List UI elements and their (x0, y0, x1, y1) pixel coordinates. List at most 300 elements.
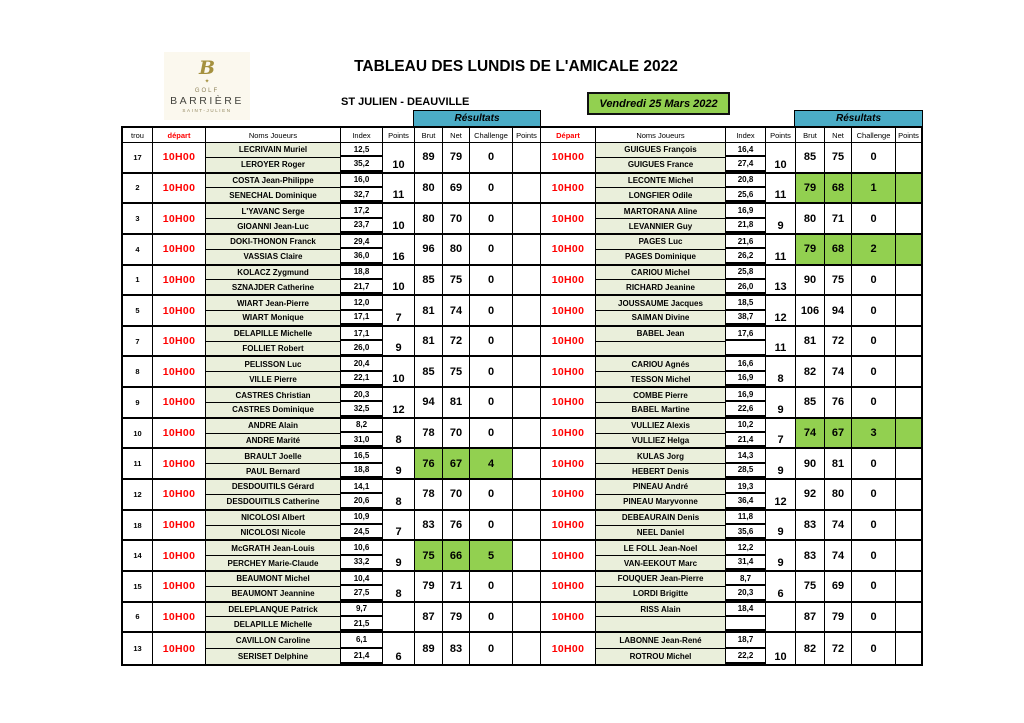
index-cell (341, 174, 383, 203)
team-points: 16 (383, 235, 415, 264)
column-header-noms-right: Noms Joueurs (596, 128, 726, 142)
challenge-score: 0 (470, 572, 513, 601)
depart-time: 10H00 (153, 480, 206, 509)
final-points (896, 603, 921, 632)
depart-time: 10H00 (153, 572, 206, 601)
player-name: PINEAU André (596, 480, 725, 495)
logo-saint-julien-label: SAINT-JULIEN (182, 107, 232, 113)
players-cell (596, 633, 726, 664)
player-name: VASSIAS Claire (243, 252, 303, 262)
index-cell (341, 449, 383, 478)
player-name: PINEAU Maryvonne (623, 497, 698, 507)
brut-score: 82 (796, 357, 825, 386)
brut-score: 89 (415, 143, 443, 172)
team-points: 10 (383, 204, 415, 233)
depart-time: 10H00 (541, 266, 596, 295)
player-name: L'YAVANC Serge (206, 204, 340, 219)
final-points (896, 388, 921, 417)
players-cell (596, 419, 726, 448)
team-points: 9 (766, 541, 796, 570)
player-name: NEEL Daniel (636, 527, 685, 537)
brut-score: 90 (796, 449, 825, 478)
players-cell (596, 235, 726, 264)
challenge-score: 0 (852, 266, 896, 295)
player-name: ROTROU Michel (629, 651, 692, 661)
brut-score: 75 (796, 572, 825, 601)
player-index: 22,6 (726, 402, 765, 416)
player-index: 17,6 (726, 327, 765, 341)
team-points: 8 (383, 480, 415, 509)
players-cell (206, 449, 341, 478)
trou-cell: 1 (123, 266, 153, 295)
challenge-score: 0 (852, 143, 896, 172)
net-score: 81 (825, 449, 852, 478)
depart-time: 10H00 (153, 143, 206, 172)
depart-time: 10H00 (541, 511, 596, 540)
brut-score: 94 (415, 388, 443, 417)
net-score: 74 (825, 357, 852, 386)
player-name: PAGES Luc (596, 235, 725, 250)
challenge-score: 4 (470, 449, 513, 478)
team-points: 9 (383, 541, 415, 570)
player-name: LEVANNIER Guy (628, 221, 693, 231)
players-cell (596, 143, 726, 172)
players-cell (206, 266, 341, 295)
team-points: 8 (383, 419, 415, 448)
net-score: 81 (443, 388, 470, 417)
player-index: 16,4 (726, 143, 765, 157)
brut-score: 92 (796, 480, 825, 509)
player-name (596, 342, 725, 356)
column-header-brut-right: Brut (796, 128, 825, 142)
team-points: 11 (383, 174, 415, 203)
depart-time: 10H00 (153, 633, 206, 664)
player-index: 6,1 (341, 633, 382, 648)
player-index: 14,3 (726, 449, 765, 463)
trou-cell: 3 (123, 204, 153, 233)
players-cell (206, 633, 341, 664)
player-name: DEBEAURAIN Denis (596, 511, 725, 526)
table-row (123, 235, 921, 266)
player-name: LEROYER Roger (240, 160, 305, 170)
column-header-depart-right: Départ (541, 128, 596, 142)
player-name: ANDRE Marité (245, 436, 301, 445)
net-score: 75 (443, 357, 470, 386)
team-points: 9 (383, 449, 415, 478)
player-index: 18,8 (341, 464, 382, 478)
player-name: DESDOUITILS Catherine (226, 497, 320, 507)
index-cell (726, 327, 766, 356)
player-name: SAIMAN Divine (631, 313, 690, 323)
table-row (123, 143, 921, 174)
player-index: 16,9 (726, 388, 765, 402)
team-points: 6 (383, 633, 415, 664)
net-score: 79 (443, 143, 470, 172)
player-name: CASTRES Dominique (232, 405, 314, 415)
net-score: 68 (825, 174, 852, 203)
players-cell (206, 572, 341, 601)
final-points (896, 572, 921, 601)
index-cell (726, 572, 766, 601)
player-index: 8,2 (341, 419, 382, 433)
column-header-points2-right: Points (898, 130, 919, 140)
index-cell (341, 235, 383, 264)
players-cell (596, 174, 726, 203)
challenge-score: 0 (470, 174, 513, 203)
team-points: 11 (766, 174, 796, 203)
net-score: 69 (443, 174, 470, 203)
challenge-score: 0 (470, 357, 513, 386)
trou-cell: 6 (123, 603, 153, 632)
challenge-score: 0 (470, 235, 513, 264)
table-row (123, 603, 921, 634)
index-cell (341, 511, 383, 540)
index-cell (341, 480, 383, 509)
player-index: 10,2 (726, 419, 765, 433)
challenge-score: 0 (852, 511, 896, 540)
challenge-score: 0 (852, 357, 896, 386)
player-name: PAUL Bernard (246, 466, 300, 476)
logo-diamond-icon: ✦ (204, 79, 210, 85)
player-name: VULLIEZ Alexis (596, 419, 725, 434)
depart-time: 10H00 (541, 449, 596, 478)
index-cell (341, 541, 383, 570)
index-cell (726, 266, 766, 295)
net-score: 75 (443, 266, 470, 295)
player-index (726, 341, 765, 355)
brut-score: 79 (415, 572, 443, 601)
team-points: 11 (766, 235, 796, 264)
challenge-score: 0 (470, 511, 513, 540)
column-header-points-left: Points (383, 128, 415, 142)
brut-score: 85 (796, 143, 825, 172)
net-score: 70 (443, 419, 470, 448)
depart-time: 10H00 (153, 603, 206, 632)
player-index: 33,2 (341, 556, 382, 570)
player-name: WIART Monique (242, 313, 304, 323)
depart-time: 10H00 (541, 357, 596, 386)
player-index: 36,0 (341, 249, 382, 263)
player-name: PAGES Dominique (625, 252, 696, 262)
net-score: 68 (825, 235, 852, 264)
brut-score: 81 (415, 327, 443, 356)
brut-score: 80 (415, 204, 443, 233)
net-score: 79 (443, 603, 470, 632)
player-name: SERISET Delphine (237, 651, 309, 661)
player-index: 16,9 (726, 372, 765, 386)
trou-cell: 8 (123, 357, 153, 386)
final-points (513, 541, 541, 570)
player-index: 21,6 (726, 235, 765, 249)
player-index: 25,6 (726, 188, 765, 202)
depart-time: 10H00 (153, 511, 206, 540)
player-name: SENECHAL Dominique (229, 190, 317, 200)
challenge-score: 0 (852, 449, 896, 478)
depart-time: 10H00 (153, 266, 206, 295)
column-header-points2-left: Points (513, 128, 541, 142)
players-cell (596, 603, 726, 632)
players-cell (206, 541, 341, 570)
final-points (513, 266, 541, 295)
player-index: 26,2 (726, 249, 765, 263)
table-row (123, 204, 921, 235)
player-name: NICOLOSI Nicole (240, 527, 306, 537)
player-name: BEAUMONT Jeannine (231, 589, 315, 599)
player-index: 20,8 (726, 174, 765, 188)
final-points (513, 603, 541, 632)
challenge-score: 0 (470, 419, 513, 448)
net-score: 74 (825, 541, 852, 570)
trou-cell: 15 (123, 572, 153, 601)
brut-score: 87 (796, 603, 825, 632)
table-row (123, 266, 921, 297)
final-points (513, 633, 541, 664)
index-cell (726, 541, 766, 570)
final-points (513, 449, 541, 478)
team-points: 7 (766, 419, 796, 448)
player-name: FOUQUER Jean-Pierre (596, 572, 725, 587)
player-name: DELEPLANQUE Patrick (206, 603, 340, 618)
index-cell (726, 603, 766, 632)
net-score: 83 (443, 633, 470, 664)
player-name: TESSON Michel (630, 374, 691, 384)
players-cell (596, 480, 726, 509)
team-points: 6 (766, 572, 796, 601)
index-cell (726, 235, 766, 264)
brut-score: 106 (796, 296, 825, 325)
brut-score: 80 (415, 174, 443, 203)
trou-cell: 13 (123, 633, 153, 664)
trou-cell: 12 (123, 480, 153, 509)
challenge-score: 0 (470, 480, 513, 509)
player-index: 10,9 (341, 511, 382, 525)
player-name: RICHARD Jeanine (626, 282, 695, 292)
challenge-score: 0 (852, 327, 896, 356)
team-points (766, 603, 796, 632)
index-cell (341, 388, 383, 417)
team-points: 12 (766, 296, 796, 325)
player-index: 18,4 (726, 603, 765, 617)
net-score: 67 (825, 419, 852, 448)
column-header-challenge-right: Challenge (852, 128, 896, 142)
depart-time: 10H00 (153, 327, 206, 356)
players-cell (206, 357, 341, 386)
player-index: 16,5 (341, 449, 382, 463)
player-index: 19,3 (726, 480, 765, 494)
table-header-row (123, 128, 921, 143)
table-row (123, 633, 921, 664)
challenge-score: 0 (852, 603, 896, 632)
player-index: 21,4 (341, 649, 382, 664)
column-header-noms-left: Noms Joueurs (206, 128, 341, 142)
final-points (513, 419, 541, 448)
net-score: 71 (825, 204, 852, 233)
player-name: LORDI Brigitte (632, 589, 689, 599)
depart-time: 10H00 (541, 143, 596, 172)
player-name: FOLLIET Robert (242, 344, 304, 354)
net-score: 75 (825, 266, 852, 295)
team-points: 9 (766, 511, 796, 540)
player-name: GUIGUES France (627, 160, 694, 170)
player-index: 38,7 (726, 311, 765, 325)
table-row (123, 511, 921, 542)
player-index: 20,3 (341, 388, 382, 402)
team-points: 10 (766, 633, 796, 664)
brut-score: 87 (415, 603, 443, 632)
table-row (123, 449, 921, 480)
team-points: 10 (766, 143, 796, 172)
player-index: 18,7 (726, 633, 765, 648)
column-header-challenge-left: Challenge (470, 128, 513, 142)
depart-time: 10H00 (541, 327, 596, 356)
players-cell (596, 296, 726, 325)
final-points (896, 204, 921, 233)
player-index: 35,2 (341, 157, 382, 171)
final-points (896, 449, 921, 478)
players-cell (206, 511, 341, 540)
player-index: 16,6 (726, 357, 765, 371)
player-index: 29,4 (341, 235, 382, 249)
team-points: 12 (383, 388, 415, 417)
player-index: 10,6 (341, 541, 382, 555)
table-row (123, 388, 921, 419)
team-points: 10 (383, 266, 415, 295)
player-name: BRAULT Joelle (206, 449, 340, 464)
player-index: 10,4 (341, 572, 382, 586)
final-points (513, 480, 541, 509)
player-name (596, 617, 725, 631)
players-cell (596, 388, 726, 417)
team-points: 7 (383, 296, 415, 325)
player-index: 12,5 (341, 143, 382, 157)
players-cell (596, 327, 726, 356)
depart-time: 10H00 (153, 449, 206, 478)
team-points: 11 (766, 327, 796, 356)
depart-time: 10H00 (541, 633, 596, 664)
team-points: 9 (383, 327, 415, 356)
player-index: 11,8 (726, 511, 765, 525)
table-row (123, 419, 921, 450)
depart-time: 10H00 (153, 388, 206, 417)
trou-cell: 7 (123, 327, 153, 356)
players-cell (596, 541, 726, 570)
brut-score: 90 (796, 266, 825, 295)
column-header-brut-left: Brut (415, 128, 443, 142)
depart-time: 10H00 (541, 603, 596, 632)
depart-time: 10H00 (153, 174, 206, 203)
column-header-net-right: Net (825, 128, 852, 142)
brut-score: 83 (415, 511, 443, 540)
net-score: 79 (825, 603, 852, 632)
player-name: PELISSON Luc (206, 357, 340, 372)
depart-time: 10H00 (541, 480, 596, 509)
players-cell (596, 572, 726, 601)
player-index: 35,6 (726, 525, 765, 539)
player-name: VULLIEZ Helga (631, 436, 690, 445)
challenge-score: 0 (470, 204, 513, 233)
team-points: 10 (383, 357, 415, 386)
results-band-left: Résultats (413, 110, 541, 127)
depart-time: 10H00 (541, 388, 596, 417)
final-points (513, 511, 541, 540)
player-name: HEBERT Denis (632, 466, 689, 476)
challenge-score: 5 (470, 541, 513, 570)
table-row (123, 357, 921, 388)
net-score: 72 (825, 327, 852, 356)
player-name: COSTA Jean-Philippe (206, 174, 340, 189)
player-name: DESDOUITILS Gérard (206, 480, 340, 495)
player-index: 21,4 (726, 433, 765, 447)
final-points (896, 633, 921, 664)
index-cell (726, 449, 766, 478)
player-index: 8,7 (726, 572, 765, 586)
depart-time: 10H00 (541, 235, 596, 264)
challenge-score: 0 (470, 603, 513, 632)
brut-score: 82 (796, 633, 825, 664)
brut-score: 79 (796, 174, 825, 203)
logo-monogram: B (198, 57, 216, 79)
player-index: 23,7 (341, 219, 382, 233)
players-cell (206, 419, 341, 448)
challenge-score: 0 (470, 296, 513, 325)
net-score: 94 (825, 296, 852, 325)
final-points (896, 419, 921, 448)
player-name: LECONTE Michel (596, 174, 725, 189)
final-points (896, 235, 921, 264)
index-cell (726, 296, 766, 325)
depart-time: 10H00 (541, 419, 596, 448)
depart-time: 10H00 (541, 541, 596, 570)
page-title: TABLEAU DES LUNDIS DE L'AMICALE 2022 (354, 58, 678, 75)
team-points: 7 (383, 511, 415, 540)
column-header-index-right: Index (726, 128, 766, 142)
player-name: SZNAJDER Catherine (231, 282, 315, 292)
trou-cell: 14 (123, 541, 153, 570)
player-name: ANDRE Alain (206, 419, 340, 434)
depart-time: 10H00 (541, 204, 596, 233)
players-cell (596, 204, 726, 233)
players-cell (206, 235, 341, 264)
table-row (123, 296, 921, 327)
team-points (383, 603, 415, 632)
brut-score: 83 (796, 511, 825, 540)
brut-score: 89 (415, 633, 443, 664)
trou-cell: 10 (123, 419, 153, 448)
players-cell (206, 204, 341, 233)
net-score: 75 (825, 143, 852, 172)
index-cell (726, 204, 766, 233)
brut-score: 78 (415, 419, 443, 448)
players-cell (206, 480, 341, 509)
player-name: BEAUMONT Michel (206, 572, 340, 587)
brut-score: 81 (796, 327, 825, 356)
players-cell (206, 327, 341, 356)
brut-score: 79 (796, 235, 825, 264)
table-row (123, 327, 921, 358)
net-score: 76 (443, 511, 470, 540)
player-index: 12,2 (726, 541, 765, 555)
final-points (513, 174, 541, 203)
challenge-score: 3 (852, 419, 896, 448)
player-index: 18,5 (726, 296, 765, 310)
player-name: RISS Alain (596, 603, 725, 618)
net-score: 70 (443, 480, 470, 509)
player-index: 22,2 (726, 649, 765, 664)
depart-time: 10H00 (153, 296, 206, 325)
depart-time: 10H00 (541, 174, 596, 203)
final-points (513, 296, 541, 325)
trou-cell: 17 (123, 143, 153, 172)
